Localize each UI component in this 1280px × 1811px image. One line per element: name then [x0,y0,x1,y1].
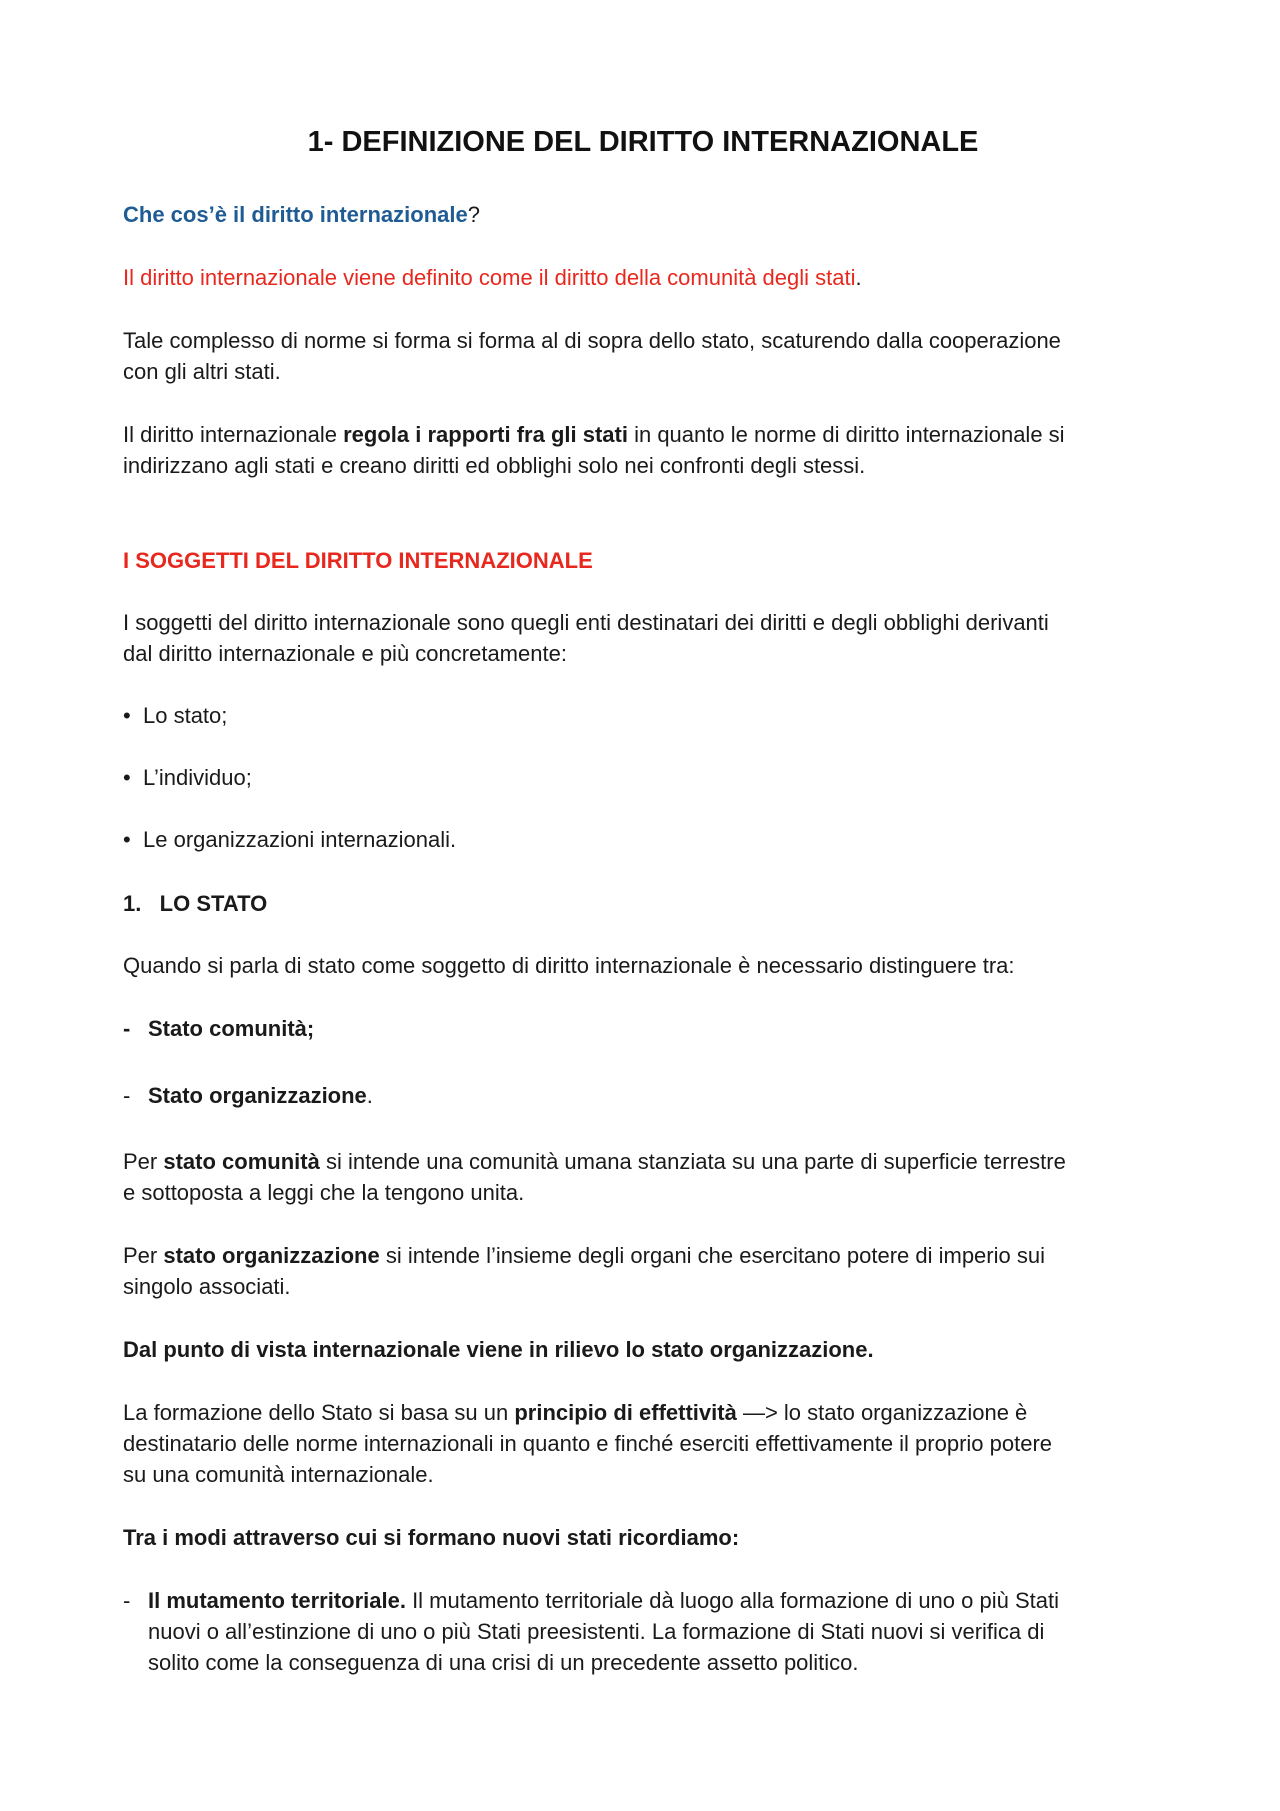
section-heading: I SOGGETTI DEL DIRITTO INTERNAZIONALE [123,548,593,573]
para9: Tra i modi attraverso cui si formano nuovi stati ricordiamo: [123,1525,740,1550]
para2-line2: indirizzano agli stati e creano diritti ed obblighi solo nei confronti degli stessi. [123,453,866,478]
dash-marker: - [123,1588,131,1613]
question-line [123,199,480,231]
para2-post: in quanto le norme di diritto internazionale si [627,422,1065,447]
para2-line1 [123,419,1065,451]
definition-text: Il diritto internazionale viene definito come il diritto della comunità degli stati [123,265,856,290]
dash-text: Stato organizzazione. [148,1083,373,1108]
definition-dot: . [855,265,862,290]
bullet-marker: • [123,765,131,790]
page-title: 1- DEFINIZIONE DEL DIRITTO INTERNAZIONALE [307,126,979,158]
para8-line1: La formazione dello Stato si basa su un principio di effettività —> lo stato organizzazione è [123,1400,1028,1425]
subheading-lo-stato: 1. LO STATO [123,891,268,916]
bullet-text: L’individuo; [143,765,252,790]
definition-line [123,262,862,294]
para7: Dal punto di vista internazionale viene in rilievo lo stato organizzazione. [123,1337,874,1362]
bullet-text: Lo stato; [143,703,228,728]
para6-line2: singolo associati. [123,1274,291,1299]
dash-text: Stato comunità; [148,1016,315,1041]
para1-line2: con gli altri stati. [123,359,281,384]
mutamento-line2: nuovi o all’estinzione di uno o più Stati preesistenti. La formazione di Stati nuovi si verifica di [148,1619,1045,1644]
para8-line3: su una comunità internazionale. [123,1462,434,1487]
dash-marker: - [123,1016,131,1041]
bullet-text: Le organizzazioni internazionali. [143,827,457,852]
bullet-marker: • [123,703,131,728]
dash-marker: - [123,1083,131,1108]
para2-bold: regola i rapporti fra gli stati [343,422,628,447]
para5-line1: Per stato comunità si intende una comunità umana stanziata su una parte di superficie terrestre [123,1149,1066,1174]
mutamento-line3: solito come la conseguenza di una crisi di un precedente assetto politico. [148,1650,859,1675]
para1-line1: Tale complesso di norme si forma si forma al di sopra dello stato, scaturendo dalla cooperazione [123,328,1061,353]
bullet-marker: • [123,827,131,852]
para3-line2: dal diritto internazionale e più concretamente: [123,641,567,666]
question-text: Che cos’è il diritto internazionale [123,202,468,227]
para2-pre: Il diritto internazionale [123,422,344,447]
para5-line2: e sottoposta a leggi che la tengono unita. [123,1180,525,1205]
para8-line2: destinatario delle norme internazionali in quanto e finché eserciti effettivamente il proprio potere [123,1431,1053,1456]
mutamento-line1: Il mutamento territoriale. Il mutamento territoriale dà luogo alla formazione di uno o più Stati [148,1588,1059,1613]
para4: Quando si parla di stato come soggetto di diritto internazionale è necessario distinguere tra: [123,953,1015,978]
para3-line1: I soggetti del diritto internazionale sono quegli enti destinatari dei diritti e degli obblighi derivanti [123,610,1049,635]
para6-line1: Per stato organizzazione si intende l’insieme degli organi che esercitano potere di imperio sui [123,1243,1045,1268]
question-mark: ? [467,202,480,227]
